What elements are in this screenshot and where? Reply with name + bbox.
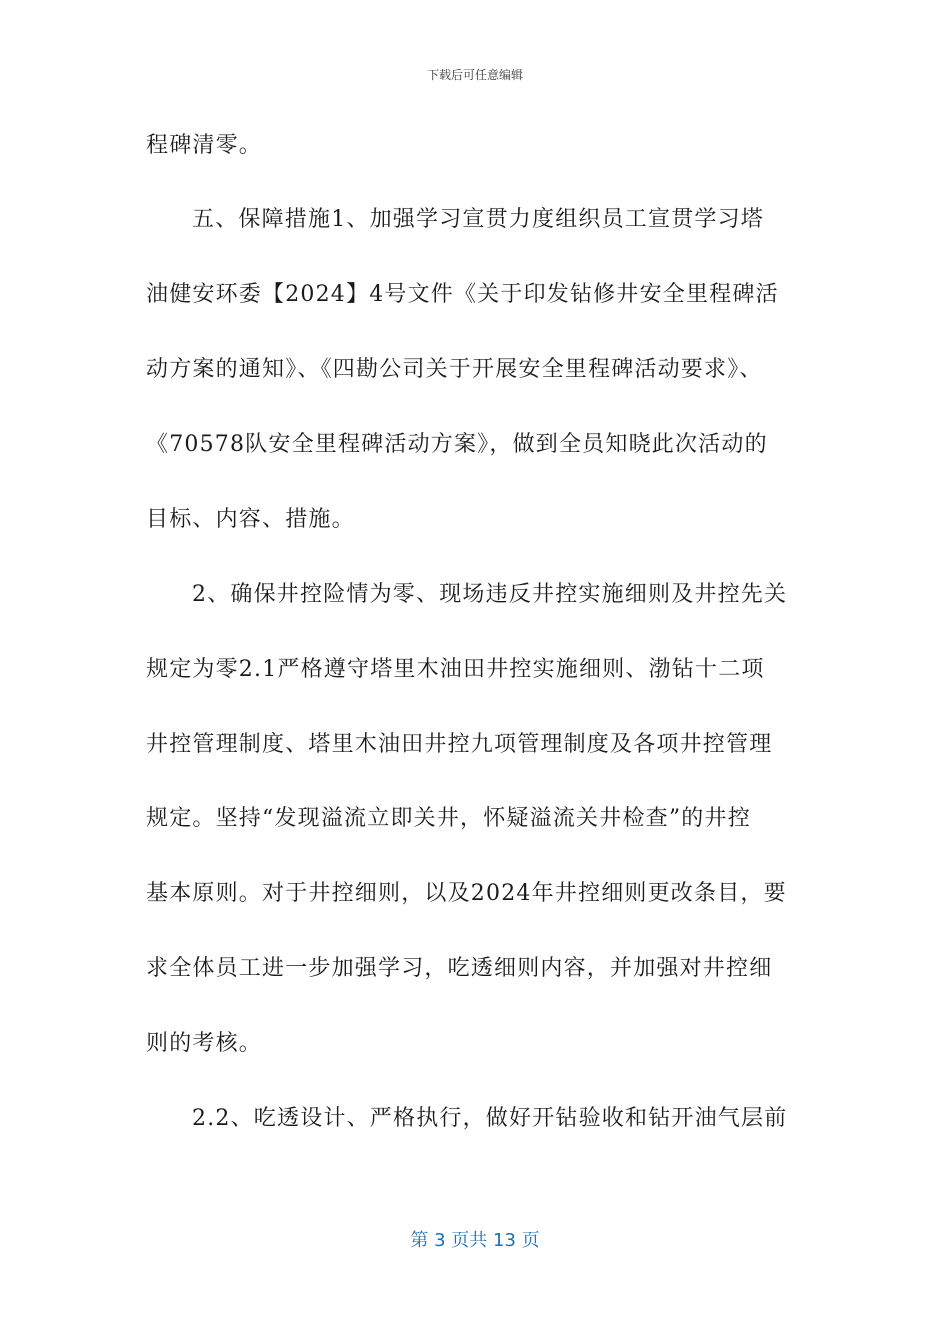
body-line-14: 2.2、吃透设计、严格执行，做好开钻验收和钻开油气层前	[192, 1106, 788, 1131]
body-line-10: 规定。坚持“发现溢流立即关井，怀疑溢流关井检查”的井控	[146, 806, 751, 831]
body-line-12: 求全体员工进一步加强学习，吃透细则内容，并加强对井控细	[146, 956, 773, 981]
body-line-6: 目标、内容、措施。	[146, 507, 355, 532]
body-line-9: 井控管理制度、塔里木油田井控九项管理制度及各项井控管理	[146, 732, 773, 757]
body-line-7: 2、确保井控险情为零、现场违反井控实施细则及井控先关	[192, 582, 788, 607]
header-note: 下载后可任意编辑	[426, 68, 523, 82]
body-line-8: 规定为零2.1严格遵守塔里木油田井控实施细则、渤钻十二项	[146, 657, 765, 682]
body-line-1: 程碑清零。	[146, 133, 263, 158]
body-line-13: 则的考核。	[146, 1031, 263, 1056]
body-line-3: 油健安环委【2024】4号文件《关于印发钻修井安全里程碑活	[146, 282, 779, 307]
body-line-5: 《70578队安全里程碑活动方案》，做到全员知晓此次活动的	[146, 432, 768, 457]
page-number: 第 3 页共 13 页	[410, 1230, 540, 1251]
body-line-2: 五、保障措施1、加强学习宣贯力度组织员工宣贯学习塔	[192, 207, 764, 232]
body-line-11: 基本原则。对于井控细则，以及2024年井控细则更改条目，要	[146, 881, 787, 906]
body-line-4: 动方案的通知》、《四勘公司关于开展安全里程碑活动要求》、	[146, 357, 763, 382]
